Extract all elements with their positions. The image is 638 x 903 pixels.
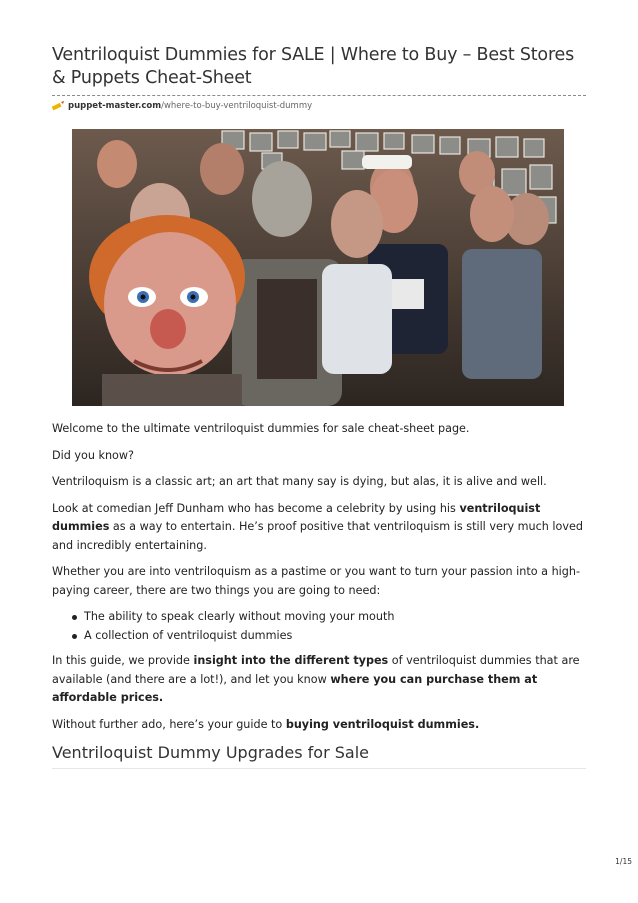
needs-list [52, 608, 586, 645]
list-item: A collection of ventriloquist dummies [52, 627, 586, 646]
guide-paragraph: In this guide, we provide insight into the different types of ventriloquist dummies that are available (and there are a lot!), and let you know where you can purchase them at affordable prices. [52, 654, 580, 704]
pencil-icon [52, 101, 64, 111]
intro-paragraph: Welcome to the ultimate ventriloquist dummies for sale cheat-sheet page. [52, 422, 470, 435]
ventriloquist-dummies-link[interactable]: ventriloquist dummies [52, 501, 541, 533]
closing-paragraph: Without further ado, here’s your guide to buying ventriloquist dummies. [52, 717, 480, 731]
list-item: The ability to speak clearly without moving your mouth [52, 608, 586, 627]
source-line [52, 99, 586, 113]
source-path-link[interactable]: /where-to-buy-ventriloquist-dummy [161, 101, 313, 111]
source-domain-link[interactable]: puppet-master.com [68, 101, 162, 111]
classic-art-paragraph: Ventriloquism is a classic art; an art that many say is dying, but alas, it is alive and well. [52, 475, 547, 488]
did-you-know-paragraph: Did you know? [52, 448, 134, 462]
page-number: 1/15 [615, 857, 632, 866]
page-title: Ventriloquist Dummies for SALE | Where to Buy – Best Stores & Puppets Cheat-Sheet [52, 45, 575, 88]
dummies-photo [72, 129, 564, 406]
article-body [52, 420, 586, 734]
needs-paragraph: Whether you are into ventriloquism as a pastime or you want to turn your passion into a high-paying career, there are two things you are going to need: [52, 565, 581, 597]
title-divider [52, 95, 586, 96]
document-page [52, 44, 586, 769]
jeff-dunham-paragraph: Look at comedian Jeff Dunham who has become a celebrity by using his ventriloquist dummies as a way to entertain. He’s proof positive that ventriloquism is still very much loved and incredibly entertaining. [52, 501, 583, 552]
section-heading: Ventriloquist Dummy Upgrades for Sale [52, 742, 586, 769]
